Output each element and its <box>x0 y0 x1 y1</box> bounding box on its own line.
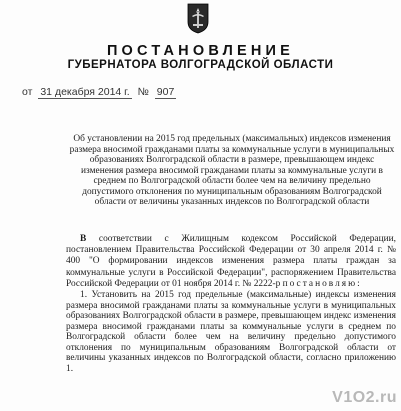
document-title: ПОСТАНОВЛЕНИЕ <box>106 43 295 59</box>
date-number-line <box>22 86 242 99</box>
preamble-paragraph <box>66 234 396 290</box>
document-date: 31 декабря 2014 г. <box>40 86 130 98</box>
preamble-text: соответствии с Жилищным кодексом Российской Федерации, постановлением Правительства Российской Федерации от 30 апреля 2014 г. № 400 "О формировании индексов изменения размера платы граждан за коммунальные услуги в Российской Федерации", распоряжением Правительства Российской Федерации от 01 ноября 2014 г. № 2222-р <box>66 234 396 289</box>
preamble-decree-word: постановляю: <box>282 278 362 289</box>
preamble-lead-letter: В <box>80 234 87 244</box>
site-watermark: V1O2.ru <box>332 389 397 406</box>
number-sign: № <box>137 86 149 98</box>
date-prefix: от <box>22 86 33 98</box>
document-subject: Об установлении на 2015 год предельных (максимальных) индексов изменения размера вносимой гражданами платы за коммунальные услуги в муниципальных образованиях Волгоградской области в размере, превышающем индекс изменения размера вносимой гражданами платы за коммунальные услуги в среднем по Волгоградской области более чем на величину предельно допустимого отклонения по муниципальным образованиям Волгоградской области от величины указанных индексов по Волгоградской области <box>69 134 395 207</box>
document-issuer: ГУБЕРНАТОРА ВОЛГОГРАДСКОЙ ОБЛАСТИ <box>67 59 334 71</box>
clause-1-paragraph: 1. Установить на 2015 год предельные (максимальные) индексы изменения размера вносимой гражданами платы за коммунальные услуги в муниципальных образованиях Волгоградской области в размере, превышающем индекс изменения размера вносимой гражданами платы за коммунальные услуги в среднем по Волгоградской области более чем на величину предельно допустимого отклонения по муниципальным образованиям Волгоградской области от величины указанных индексов по Волгоградской области, согласно приложению 1. <box>66 290 396 374</box>
coat-of-arms-icon <box>186 2 210 34</box>
document-number: 907 <box>156 86 175 98</box>
